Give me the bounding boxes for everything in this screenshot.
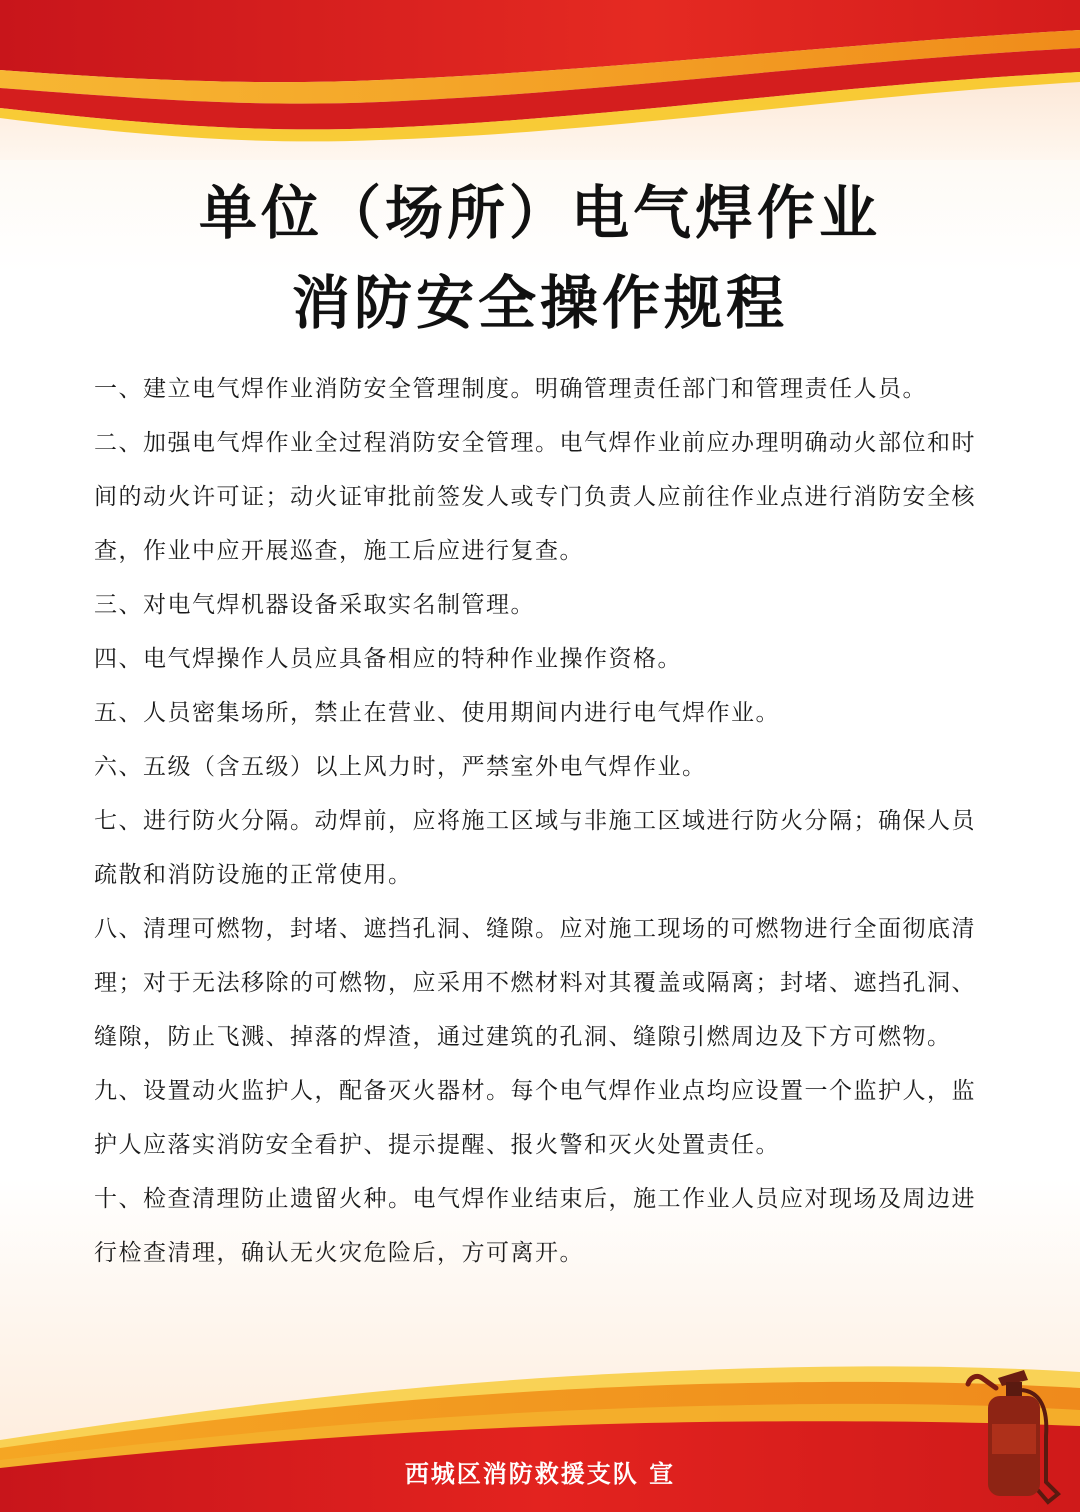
footer-issuer: 西城区消防救援支队 宣: [404, 1460, 676, 1488]
page-title-line2: 消防安全操作规程: [291, 269, 788, 337]
rule-item-1: 一、建立电气焊作业消防安全管理制度。明确管理责任部门和管理责任人员。: [94, 376, 927, 402]
rule-item-6: 六、五级（含五级）以上风力时，严禁室外电气焊作业。: [94, 754, 707, 780]
rule-item-4: 四、电气焊操作人员应具备相应的特种作业操作资格。: [94, 646, 682, 672]
rule-item-7: 七、进行防火分隔。动焊前，应将施工区域与非施工区域进行防火分隔；确保人员疏散和消防设施的正常使用。: [94, 808, 976, 888]
page-title-line1: 单位（场所）电气焊作业: [198, 179, 881, 247]
rule-item-9: 九、设置动火监护人，配备灭火器材。每个电气焊作业点均应设置一个监护人，监护人应落实消防安全看护、提示提醒、报火警和灭火处置责任。: [94, 1078, 976, 1158]
rule-item-2: 二、加强电气焊作业全过程消防安全管理。电气焊作业前应办理明确动火部位和时间的动火许可证；动火证审批前签发人或专门负责人应前往作业点进行消防安全核查，作业中应开展巡查，施工后应进行复查。: [94, 430, 976, 564]
rule-item-3: 三、对电气焊机器设备采取实名制管理。: [94, 592, 535, 618]
rule-item-8: 八、清理可燃物，封堵、遮挡孔洞、缝隙。应对施工现场的可燃物进行全面彻底清理；对于无法移除的可燃物，应采用不燃材料对其覆盖或隔离；封堵、遮挡孔洞、缝隙，防止飞溅、掉落的焊渣，通过建筑的孔洞、缝隙引燃周边及下方可燃物。: [94, 916, 976, 1050]
rules-list: [94, 362, 994, 1280]
top-ribbon-decoration: [0, 0, 1080, 160]
rule-item-10: 十、检查清理防止遗留火种。电气焊作业结束后，施工作业人员应对现场及周边进行检查清理，确认无火灾危险后，方可离开。: [94, 1186, 976, 1266]
rule-item-5: 五、人员密集场所，禁止在营业、使用期间内进行电气焊作业。: [94, 700, 780, 726]
